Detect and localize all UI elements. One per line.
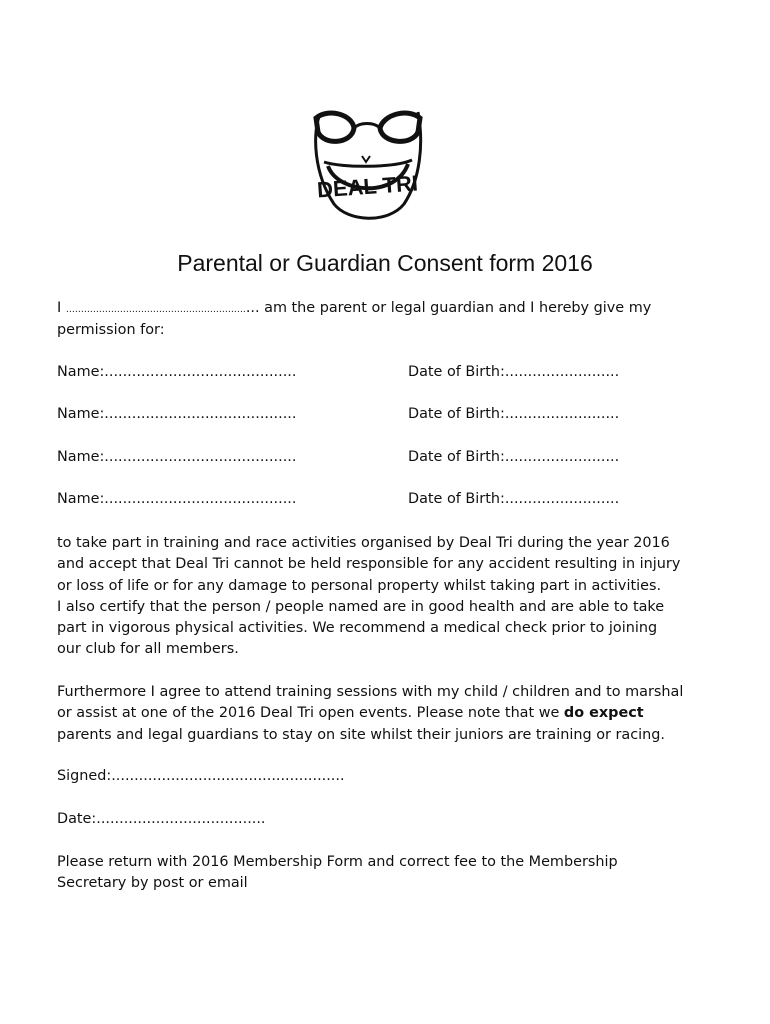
agreement-line: Furthermore I agree to attend training sessions with my child / children and to marshal: [57, 684, 684, 700]
agreement-paragraph: [57, 682, 683, 746]
child-name-field[interactable]: Name:..........................................: [57, 406, 297, 422]
intro-line-1: [57, 298, 651, 321]
emphasis-text: do expect: [563, 705, 644, 722]
return-line: Please return with 2016 Membership Form and correct fee to the Membership: [57, 854, 618, 870]
parent-name-blank[interactable]: ……………………………………………………: [65, 305, 246, 315]
agreement-line: [57, 703, 683, 724]
child-name-field[interactable]: Name:..........................................: [57, 491, 297, 507]
consent-line: and accept that Deal Tri cannot be held responsible for any accident resulting in injury: [57, 556, 681, 573]
child-dob-field[interactable]: Date of Birth:.........................: [408, 449, 620, 465]
deal-tri-logo-mark: [308, 104, 428, 232]
intro-prefix: I: [57, 300, 62, 316]
child-dob-field[interactable]: Date of Birth:.........................: [408, 406, 620, 422]
logo-lettering: DEAL TRI: [316, 170, 419, 203]
consent-line: or loss of life or for any damage to personal property whilst taking part in activities.: [57, 577, 662, 594]
signature-field[interactable]: Signed:...................................................: [57, 768, 345, 784]
deal-tri-logo: [308, 104, 428, 232]
consent-line: I also certify that the person / people named are in good health and are able to take: [57, 598, 665, 615]
consent-paragraph: [57, 533, 680, 661]
agreement-line: parents and legal guardians to stay on site whilst their juniors are training or racing.: [57, 726, 665, 743]
consent-line: our club for all members.: [57, 641, 239, 658]
child-name-field[interactable]: Name:..........................................: [57, 449, 297, 465]
page-title: Parental or Guardian Consent form 2016: [177, 250, 593, 276]
consent-line: part in vigorous physical activities. We recommend a medical check prior to joining: [57, 620, 658, 637]
intro-line-2: permission for:: [57, 322, 165, 338]
child-dob-field[interactable]: Date of Birth:.........................: [408, 491, 620, 507]
child-name-field[interactable]: Name:..........................................: [57, 364, 297, 380]
date-field[interactable]: Date:.....................................: [57, 811, 266, 827]
child-dob-field[interactable]: Date of Birth:.........................: [408, 364, 620, 380]
agreement-text: or assist at one of the 2016 Deal Tri open events. Please note that we: [57, 705, 564, 722]
consent-line: to take part in training and race activities organised by Deal Tri during the year 2016: [57, 535, 670, 551]
return-line: Secretary by post or email: [57, 875, 248, 892]
return-instructions: [57, 852, 618, 895]
intro-suffix: ... am the parent or legal guardian and I hereby give my: [245, 300, 652, 316]
